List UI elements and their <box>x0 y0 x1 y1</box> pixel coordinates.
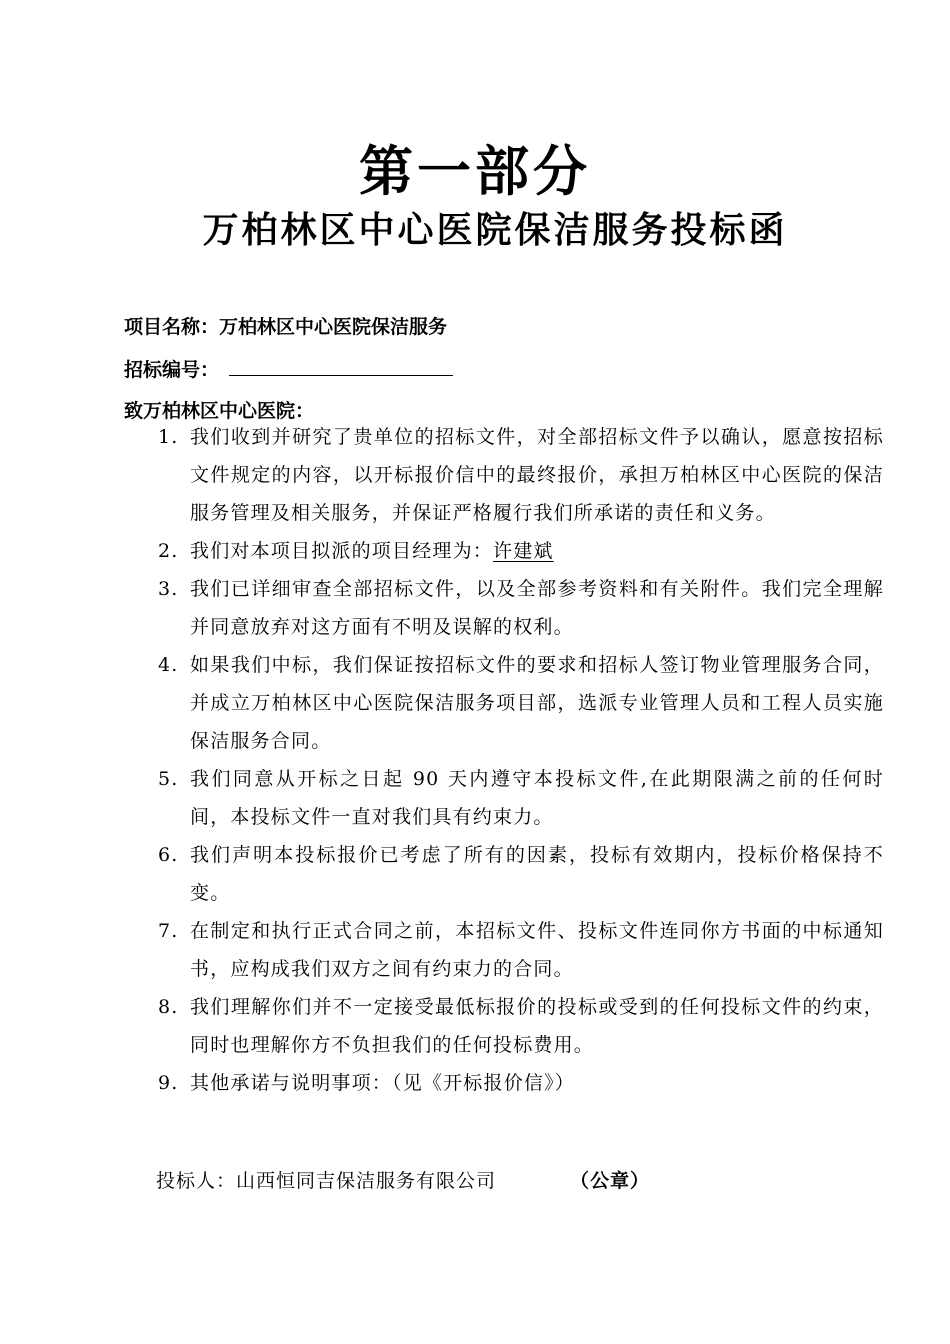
project-name-field <box>124 312 447 342</box>
item-text: 我们对本项目拟派的项目经理为： <box>190 540 494 562</box>
item-text: 我们已详细审查全部招标文件，以及全部参考资料和有关附件。我们完全理解并同意放弃对这方面有不明及误解的权利。 <box>190 578 884 638</box>
item-number: 9. <box>158 1072 179 1094</box>
item-number: 1. <box>158 426 179 448</box>
list-item <box>124 646 884 760</box>
list-item <box>124 988 884 1064</box>
signature-line <box>156 1164 650 1198</box>
part-heading: 第一部分 <box>359 139 591 203</box>
company-seal-label: （公章） <box>570 1170 651 1192</box>
project-name-label: 项目名称： <box>124 316 220 338</box>
tender-number-blank <box>229 355 453 376</box>
list-item <box>124 418 884 532</box>
item-number: 7. <box>158 920 179 942</box>
item-text: 我们同意从开标之日起 90 天内遵守本投标文件,在此期限满之前的任何时间，本投标文件一直对我们具有约束力。 <box>190 768 884 828</box>
item-text: 如果我们中标，我们保证按招标文件的要求和招标人签订物业管理服务合同，并成立万柏林区中心医院保洁服务项目部，选派专业管理人员和工程人员实施保洁服务合同。 <box>190 654 884 752</box>
tender-number-label: 招标编号： <box>124 359 220 381</box>
item-number: 8. <box>158 996 179 1018</box>
list-item <box>124 532 884 570</box>
item-number: 2. <box>158 540 179 562</box>
commitment-list <box>124 418 884 1102</box>
salutation: 致万柏林区中心医院： <box>124 400 315 422</box>
list-item <box>124 912 884 988</box>
list-item <box>124 760 884 836</box>
item-number: 5. <box>158 768 179 790</box>
item-text: 其他承诺与说明事项：（见《开标报价信》） <box>190 1072 576 1094</box>
item-number: 4. <box>158 654 179 676</box>
item-text: 我们收到并研究了贵单位的招标文件，对全部招标文件予以确认，愿意按招标文件规定的内容，以开标报价信中的最终报价，承担万柏林区中心医院的保洁服务管理及相关服务，并保证严格履行我们所承诺的责任和义务。 <box>190 426 884 524</box>
item-text: 我们理解你们并不一定接受最低标报价的投标或受到的任何投标文件的约束，同时也理解你方不负担我们的任何投标费用。 <box>190 996 884 1056</box>
project-name-value: 万柏林区中心医院保洁服务 <box>219 316 448 338</box>
list-item <box>124 836 884 912</box>
item-number: 6. <box>158 844 179 866</box>
document-title: 万柏林区中心医院保洁服务投标函 <box>202 209 788 251</box>
item-number: 3. <box>158 578 179 600</box>
tender-number-field <box>124 355 453 385</box>
project-manager-name: 许建斌 <box>493 540 554 562</box>
item-text: 我们声明本投标报价已考虑了所有的因素，投标有效期内，投标价格保持不变。 <box>190 844 884 904</box>
list-item <box>124 570 884 646</box>
bidder-name: 投标人：山西恒同吉保洁服务有限公司 <box>156 1170 497 1192</box>
list-item <box>124 1064 884 1102</box>
item-text: 在制定和执行正式合同之前，本招标文件、投标文件连同你方书面的中标通知书，应构成我们双方之间有约束力的合同。 <box>190 920 884 980</box>
